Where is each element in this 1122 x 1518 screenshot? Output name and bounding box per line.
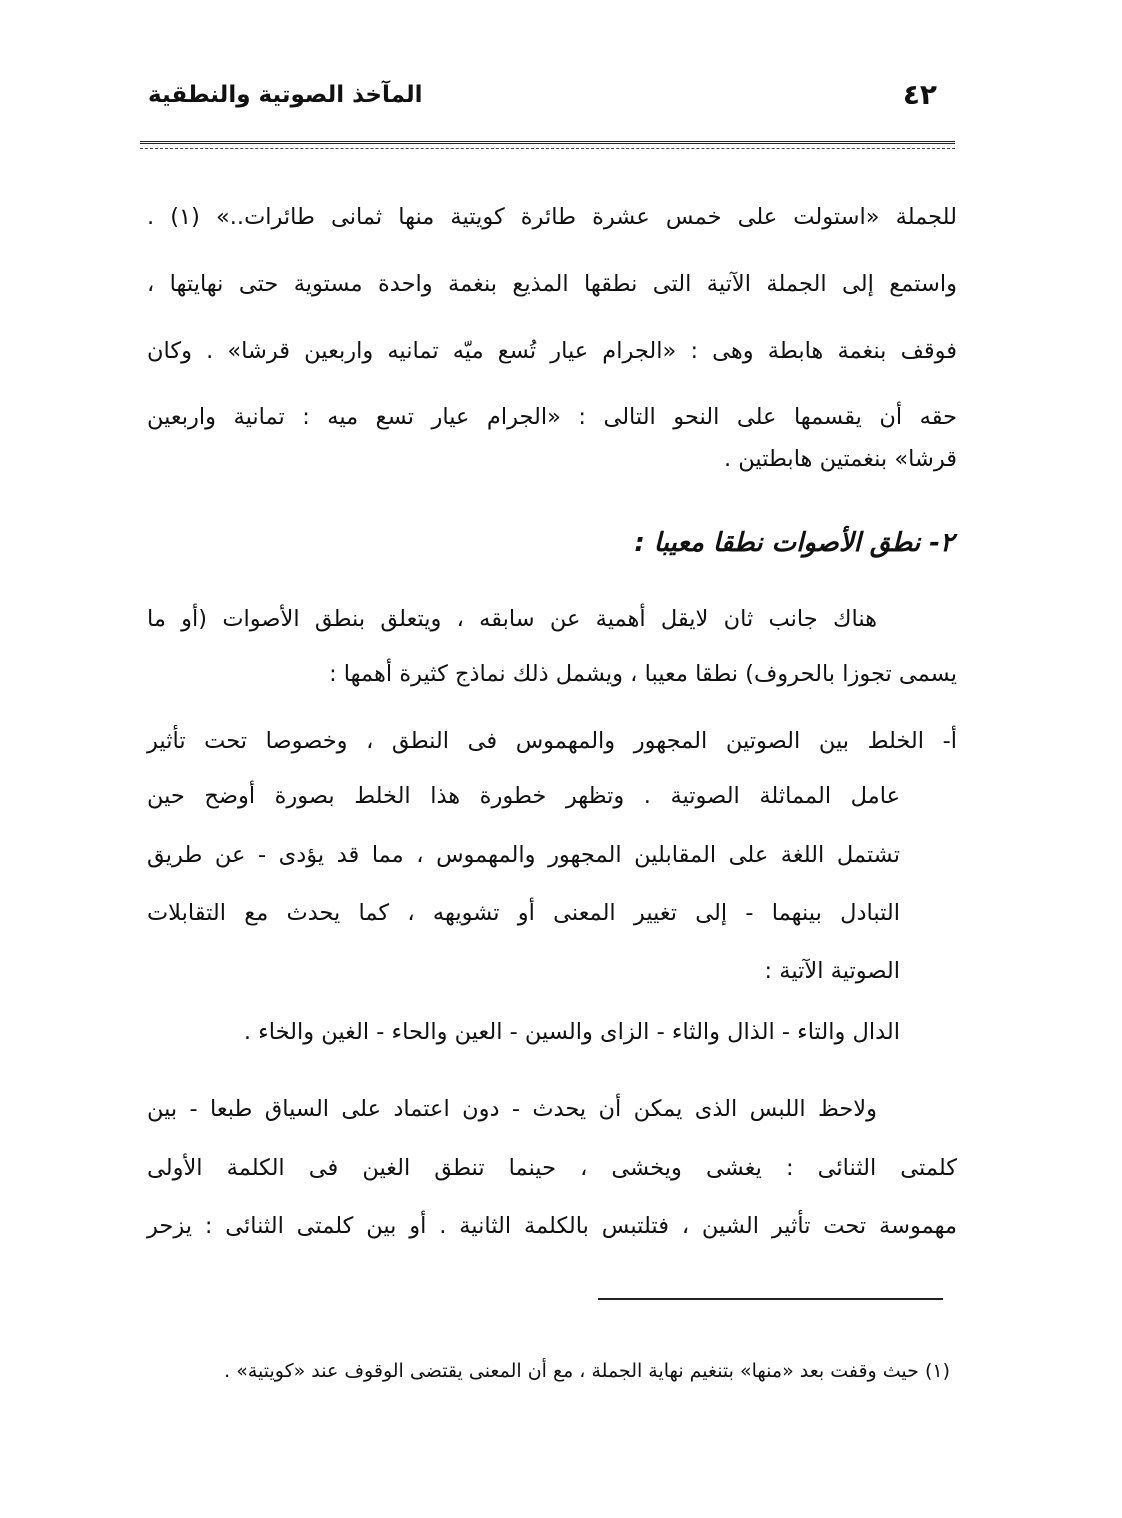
page-number: ٤٢: [902, 78, 937, 111]
running-title: المآخذ الصوتية والنطقية: [148, 82, 423, 108]
sound-pairs-line: الدال والتاء - الذال والثاء - الزاى والسين - العين والحاء - الغين والخاء .: [243, 1019, 900, 1045]
list-item-line: أ- الخلط بين الصوتين المجهور والمهموس فى النطق ، وخصوصا تحت تأثير: [147, 728, 957, 754]
header-divider-dashed: [140, 148, 955, 149]
list-item-line: الصوتية الآتية :: [764, 958, 900, 984]
paragraph-line: للجملة «استولت على خمس عشرة طائرة كويتية منها ثمانى طائرات..» (١) .: [147, 204, 957, 230]
paragraph-line: فوقف بنغمة هابطة وهى : «الجرام عيار تُسع ميّه تمانيه واربعين قرشا» . وكان: [147, 338, 957, 364]
paragraph-line: مهموسة تحت تأثير الشين ، فتلتبس بالكلمة الثانية . أو بين كلمتى الثنائى : يزحر: [147, 1213, 957, 1239]
paragraph-line: يسمى تجوزا بالحروف) نطقا معيبا ، ويشمل ذلك نماذج كثيرة أهمها :: [329, 661, 957, 687]
section-heading: ٢- نطق الأصوات نطقا معيبا :: [634, 528, 954, 558]
header-divider: [140, 141, 955, 144]
paragraph-line: حقه أن يقسمها على النحو التالى : «الجرام عيار تسع ميه : تمانية واربعين: [147, 404, 957, 430]
page-header: [140, 78, 955, 128]
list-item-line: التبادل بينهما - إلى تغيير المعنى أو تشويهه ، كما يحدث مع التقابلات: [147, 900, 900, 926]
paragraph-line: واستمع إلى الجملة الآتية التى نطقها المذيع بنغمة واحدة مستوية حتى نهايتها ،: [147, 271, 957, 297]
paragraph-line: كلمتى الثنائى : يغشى ويخشى ، حينما تنطق الغين فى الكلمة الأولى: [147, 1155, 957, 1181]
paragraph-line: هناك جانب ثان لايقل أهمية عن سابقه ، ويتعلق بنطق الأصوات (أو ما: [147, 606, 877, 632]
footnote-divider: [598, 1298, 943, 1300]
paragraph-line: قرشا» بنغمتين هابطتين .: [723, 446, 957, 472]
paragraph-line: ولاحظ اللبس الذى يمكن أن يحدث - دون اعتماد على السياق طبعا - بين: [147, 1096, 877, 1122]
footnote: (١) حيث وقفت بعد «منها» بتنغيم نهاية الجملة ، مع أن المعنى يقتضى الوقوف عند «كويتية» .: [224, 1360, 950, 1382]
list-item-line: تشتمل اللغة على المقابلين المجهور والمهموس ، مما قد يؤدى - عن طريق: [147, 842, 900, 868]
list-item-line: عامل المماثلة الصوتية . وتظهر خطورة هذا الخلط بصورة أوضح حين: [147, 783, 900, 809]
